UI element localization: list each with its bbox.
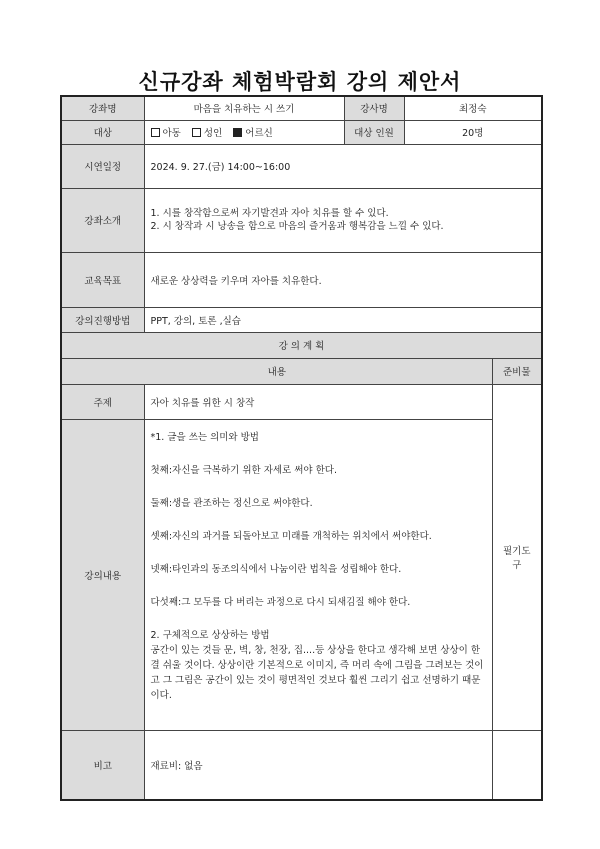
label-instructor: 강사명 bbox=[344, 96, 404, 120]
row-plan-header bbox=[61, 332, 542, 358]
content-line: 둘째:생을 관조하는 정신으로 써야한다. bbox=[150, 497, 313, 509]
content-line: 2. 구체적으로 상상하는 방법 bbox=[150, 629, 270, 641]
value-method: PPT, 강의, 토론 ,실습 bbox=[144, 307, 542, 332]
label-course-name: 강좌명 bbox=[61, 96, 144, 120]
checkbox-adult bbox=[192, 128, 201, 137]
row-method bbox=[61, 307, 542, 332]
option-label-child: 아동 bbox=[162, 128, 181, 139]
row-remarks bbox=[61, 730, 542, 800]
row-topic bbox=[61, 384, 542, 419]
proposal-form bbox=[60, 95, 543, 801]
row-audience bbox=[61, 120, 542, 144]
value-remarks: 재료비: 없음 bbox=[144, 730, 492, 800]
audience-option-child bbox=[151, 128, 181, 139]
option-label-adult: 성인 bbox=[203, 128, 223, 139]
document-title: 신규강좌 체험박람회 강의 제안서 bbox=[138, 70, 462, 94]
label-goal: 교육목표 bbox=[61, 252, 144, 307]
value-intro bbox=[144, 188, 542, 252]
content-line: 셋째:자신의 과거를 되돌아보고 미래를 개척하는 위치에서 써야한다. bbox=[150, 530, 432, 542]
row-schedule bbox=[61, 144, 542, 188]
plan-section-header: 강 의 계 획 bbox=[61, 332, 542, 358]
content-line: 첫째:자신을 극복하기 위한 자세로 써야 한다. bbox=[150, 464, 338, 476]
plan-content-header: 내용 bbox=[61, 358, 492, 384]
plan-prep-header: 준비물 bbox=[492, 358, 542, 384]
label-intro: 강좌소개 bbox=[61, 188, 144, 252]
content-line: 넷째:타인과의 동조의식에서 나눔이란 법칙을 성립해야 한다. bbox=[150, 563, 402, 575]
value-course-name: 마음을 치유하는 시 쓰기 bbox=[144, 96, 344, 120]
checkbox-senior bbox=[233, 128, 242, 137]
value-topic: 자아 치유를 위한 시 창작 bbox=[144, 384, 492, 419]
audience-options bbox=[144, 120, 344, 144]
value-schedule: 2024. 9. 27.(금) 14:00~16:00 bbox=[144, 144, 542, 188]
audience-option-adult bbox=[192, 128, 222, 139]
row-goal bbox=[61, 252, 542, 307]
row-intro bbox=[61, 188, 542, 252]
value-instructor: 최정숙 bbox=[404, 96, 542, 120]
label-schedule: 시연일정 bbox=[61, 144, 144, 188]
value-goal: 새로운 상상력을 키우며 자아를 치유한다. bbox=[144, 252, 542, 307]
checkbox-child bbox=[151, 128, 160, 137]
option-label-senior: 어르신 bbox=[245, 128, 273, 139]
row-content bbox=[61, 419, 542, 730]
label-method: 강의진행방법 bbox=[61, 307, 144, 332]
value-prep: 필기도구 bbox=[492, 384, 542, 730]
content-line: 다섯째:그 모두를 다 버리는 과정으로 다시 되새김질 해야 한다. bbox=[150, 596, 411, 608]
label-content: 강의내용 bbox=[61, 419, 144, 730]
intro-line: 2. 시 창작과 시 낭송을 함으로 마음의 즐거움과 행복감을 느낄 수 있다. bbox=[150, 221, 444, 232]
label-audience: 대상 bbox=[61, 120, 144, 144]
label-capacity: 대상 인원 bbox=[344, 120, 404, 144]
value-content bbox=[144, 419, 492, 730]
value-capacity: 20명 bbox=[404, 120, 542, 144]
remarks-prep-cell bbox=[492, 730, 542, 800]
label-remarks: 비고 bbox=[61, 730, 144, 800]
row-course-name bbox=[61, 96, 542, 120]
intro-line: 1. 시를 창작함으로써 자기발견과 자아 치유를 할 수 있다. bbox=[150, 208, 389, 219]
audience-option-senior bbox=[233, 128, 273, 139]
content-paragraph: 공간이 있는 것들 문, 벽, 창, 천장, 집....등 상상을 한다고 생각해 보면 상상이 한결 쉬울 것이다. 상상이란 기본적으로 이미지, 즉 머리 속에 그림을 그려보는 것이고 그 그림은 공간이 있는 것이 평면적인 것보다 훨씬 그리기 쉽고 선명하기 때문이다. bbox=[150, 644, 484, 701]
content-line: *1. 글을 쓰는 의미와 방법 bbox=[150, 431, 259, 443]
row-plan-columns bbox=[61, 358, 542, 384]
label-topic: 주제 bbox=[61, 384, 144, 419]
